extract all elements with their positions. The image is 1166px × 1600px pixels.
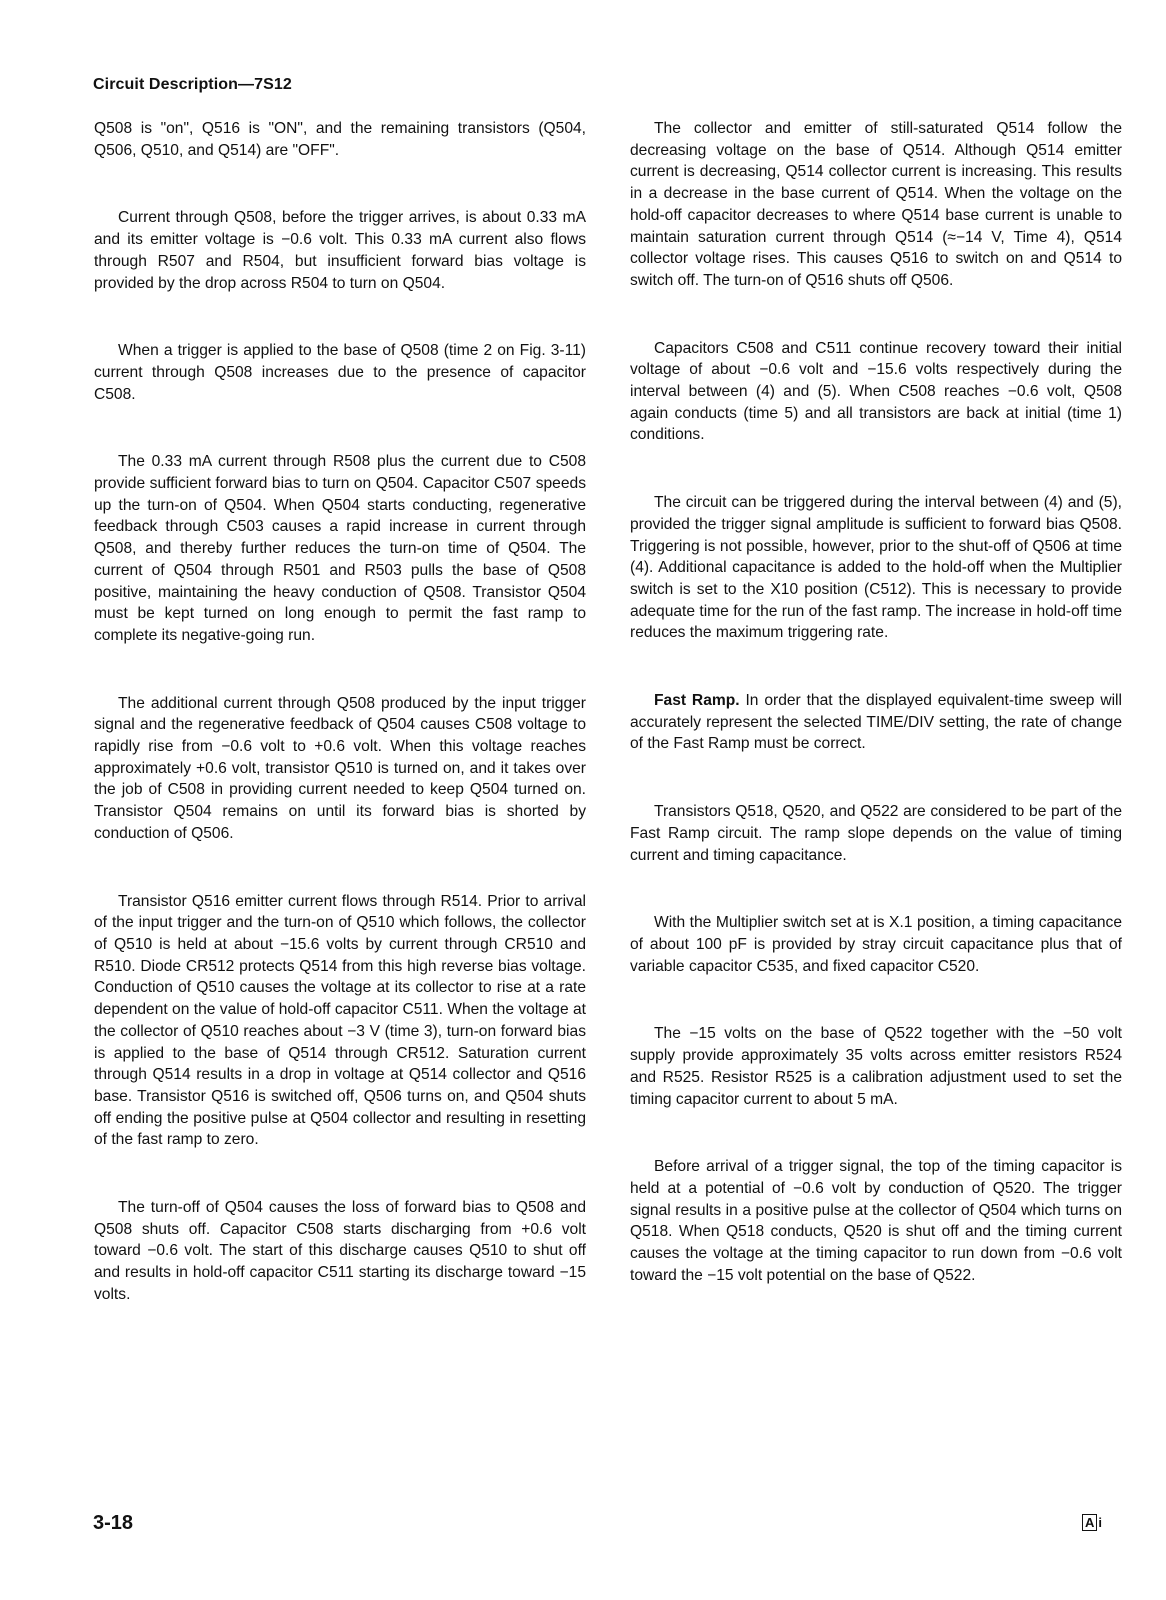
paragraph: Q508 is "on", Q516 is "ON", and the remaining transistors (Q504, Q506, Q510, and Q514) are "OFF". (94, 120, 586, 159)
paragraph: The 0.33 mA current through R508 plus the current due to C508 provide sufficient forward bias to turn on Q504. Capacitor C507 speeds up the turn-on of Q504. When Q504 starts conducting, regenerative feedback through C503 causes a rapid increase in current through Q508, and thereby further reduces the turn-on time of Q504. The current of Q504 through R501 and R503 pulls the base of Q508 positive, maintaining the heavy conduction of Q508. Transistor Q504 must be kept turned on long enough to permit the fast ramp to complete its negative-going run. (94, 453, 586, 644)
running-header: Circuit Description—7S12 (93, 76, 292, 93)
revision-mark (1082, 1514, 1102, 1531)
paragraph: When a trigger is applied to the base of Q508 (time 2 on Fig. 3-11) current through Q508 increases due to the presence of capacitor C508. (94, 342, 586, 403)
paragraph: The turn-off of Q504 causes the loss of forward bias to Q508 and Q508 shuts off. Capacitor C508 starts discharging from +0.6 volt toward −0.6 volt. The start of this discharge causes Q510 to shut off and results in hold-off capacitor C511 starting its discharge toward −15 volts. (94, 1199, 586, 1303)
paragraph: Current through Q508, before the trigger arrives, is about 0.33 mA and its emitter voltage is −0.6 volt. This 0.33 mA current also flows through R507 and R504, but insufficient forward bias voltage is provided by the drop across R504 to turn on Q504. (94, 209, 586, 292)
revision-letter: A (1082, 1514, 1097, 1531)
paragraph: Capacitors C508 and C511 continue recovery toward their initial voltage of about −0.6 volt and −15.6 volts respectively during the interval between (4) and (5). When C508 reaches −0.6 volt, Q508 again conducts (time 5) and all transistors are back at initial (time 1) conditions. (630, 339, 1122, 444)
paragraph: The −15 volts on the base of Q522 together with the −50 volt supply provide approximately 35 volts across emitter resistors R524 and R525. Resistor R525 is a calibration adjustment used to set the timing capacitor current to about 5 mA. (630, 1025, 1122, 1108)
fast-ramp-paragraph (630, 690, 1122, 755)
paragraph: Transistors Q518, Q520, and Q522 are considered to be part of the Fast Ramp circuit. The ramp slope depends on the value of timing current and timing capacitance. (630, 803, 1122, 864)
paragraph: The circuit can be triggered during the interval between (4) and (5), provided the trigger signal amplitude is sufficient to forward bias Q508. Triggering is not possible, however, prior to the shut-off of Q506 at time (4). Additional capacitance is added to the hold-off when the Multiplier switch is set to the X10 position (C512). This is necessary to provide adequate time for the run of the fast ramp. The increase in hold-off time reduces the maximum triggering rate. (630, 494, 1122, 642)
revision-suffix: i (1098, 1515, 1103, 1530)
paragraph: Before arrival of a trigger signal, the top of the timing capacitor is held at a potential of −0.6 volt by conduction of Q520. The trigger signal results in a positive pulse at the collector of Q504 which turns on Q518. When Q518 conducts, Q520 is shut off and the timing current causes the voltage at the timing capacitor to run down from −0.6 volt toward the −15 volt potential on the base of Q522. (630, 1158, 1122, 1284)
paragraph: The additional current through Q508 produced by the input trigger signal and the regenerative feedback of Q504 causes C508 voltage to rapidly rise from −0.6 volt to +0.6 volt. When this voltage reaches approximately +0.6 volt, transistor Q510 is turned on, and it takes over the job of C508 in providing current needed to keep Q504 turned on. Transistor Q504 remains on until its forward bias is shorted by conduction of Q506. (94, 694, 586, 842)
section-heading: Fast Ramp. (654, 692, 740, 710)
paragraph: With the Multiplier switch set at is X.1 position, a timing capacitance of about 100 pF is provided by stray circuit capacitance plus that of variable capacitor C535, and fixed capacitor C520. (630, 914, 1122, 975)
paragraph: Transistor Q516 emitter current flows through R514. Prior to arrival of the input trigger and the turn-on of Q510 which follows, the collector of Q510 is held at about −15.6 volts by current through CR510 and R510. Diode CR512 protects Q514 from this high reverse bias voltage. Conduction of Q510 causes the voltage at its collector to rise at a rate dependent on the value of hold-off capacitor C511. When the voltage at the collector of Q510 reaches about −3 V (time 3), turn-on forward bias is applied to the base of Q514 through CR512. Saturation current through Q514 results in a drop in voltage at Q514 collector and Q516 base. Transistor Q516 is switched off, Q506 turns on, and Q504 shuts off ending the positive pulse at Q504 collector and resulting in resetting of the fast ramp to zero. (94, 892, 586, 1149)
right-column (630, 118, 1122, 1286)
page-number: 3-18 (93, 1512, 134, 1534)
paragraph-text: In order that the displayed equivalent-time sweep will accurately represent the selected TIME/DIV setting, the rate of change of the Fast Ramp must be correct. (630, 692, 1122, 753)
paragraph: The collector and emitter of still-saturated Q514 follow the decreasing voltage on the base of Q514. Although Q514 emitter current is decreasing, Q514 collector current is increasing. This results in a decrease in the base current of Q514. When the voltage on the hold-off capacitor decreases to where Q514 base current is unable to maintain saturation current through Q514 (≈−14 V, Time 4), Q514 collector voltage rises. This causes Q516 to switch on and Q514 to switch off. The turn-on of Q516 shuts off Q506. (630, 120, 1122, 289)
left-column (94, 118, 586, 1306)
